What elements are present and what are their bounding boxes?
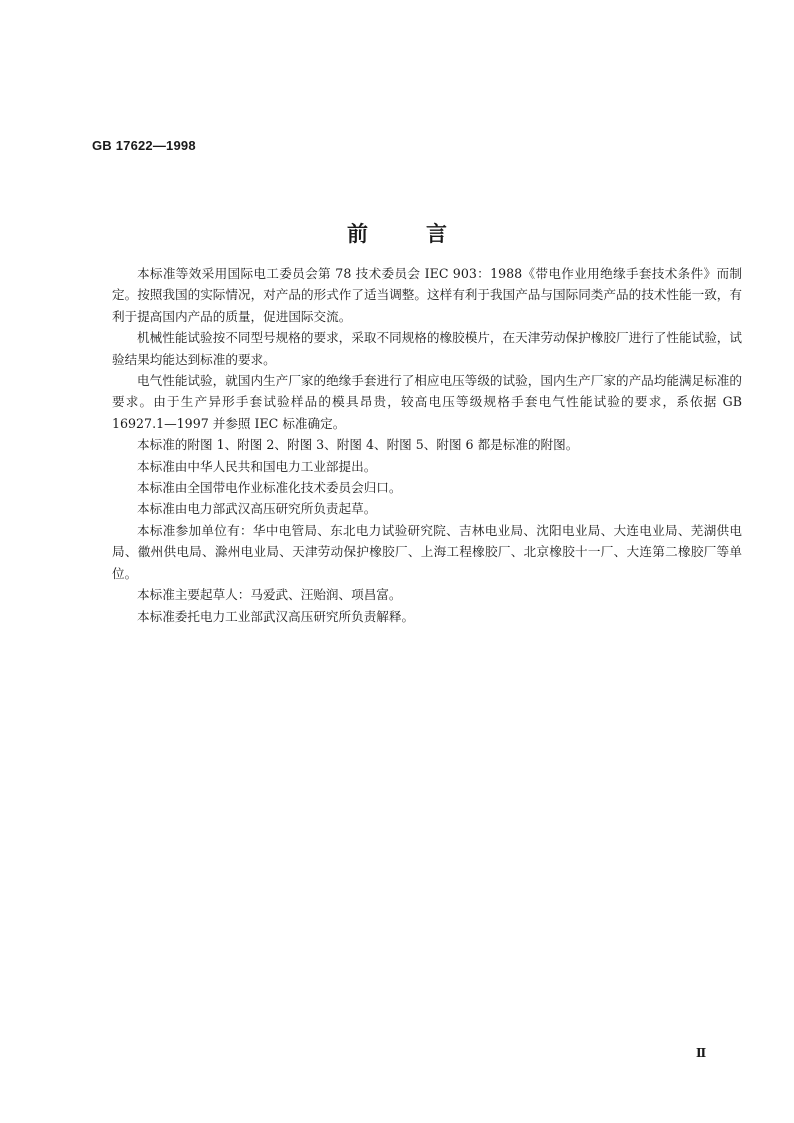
standard-code: GB 17622—1998 — [92, 138, 196, 153]
paragraph: 本标准由中华人民共和国电力工业部提出。 — [137, 458, 377, 474]
foreword-body — [112, 263, 742, 627]
paragraph: 本标准委托电力工业部武汉高压研究所负责解释。 — [137, 608, 415, 624]
paragraph: 电气性能试验，就国内生产厂家的绝缘手套进行了相应电压等级的试验，国内生产厂家的产品均能满足标准的要求。由于生产异形手套试验样品的模具昂贵，较高电压等级规格手套电气性能试验的要求，系依据 GB 16927.1—1997 并参照 IEC 标准确定。 — [112, 373, 742, 431]
paragraph: 本标准由全国带电作业标准化技术委员会归口。 — [137, 480, 402, 496]
paragraph: 机械性能试验按不同型号规格的要求，采取不同规格的橡胶模片，在天津劳动保护橡胶厂进行了性能试验，试验结果均能达到标准的要求。 — [112, 330, 742, 367]
page-title: 前言 — [347, 222, 505, 246]
paragraph: 本标准的附图 1、附图 2、附图 3、附图 4、附图 5、附图 6 都是标准的附图。 — [137, 437, 579, 453]
paragraph: 本标准由电力部武汉高压研究所负责起草。 — [137, 501, 377, 517]
paragraph: 本标准主要起草人：马爱武、汪贻润、项昌富。 — [137, 587, 402, 603]
paragraph: 本标准等效采用国际电工委员会第 78 技术委员会 IEC 903：1988《带电作业用绝缘手套技术条件》而制定。按照我国的实际情况，对产品的形式作了适当调整。这样有利于我国产品与国际同类产品的技术性能一致，有利于提高国内产品的质量，促进国际交流。 — [112, 266, 742, 324]
page-number: Ⅱ — [696, 1046, 707, 1060]
paragraph: 本标准参加单位有：华中电管局、东北电力试验研究院、吉林电业局、沈阳电业局、大连电业局、芜湖供电局、徽州供电局、滁州电业局、天津劳动保护橡胶厂、上海工程橡胶厂、北京橡胶十一厂、大连第二橡胶厂等单位。 — [112, 522, 742, 581]
